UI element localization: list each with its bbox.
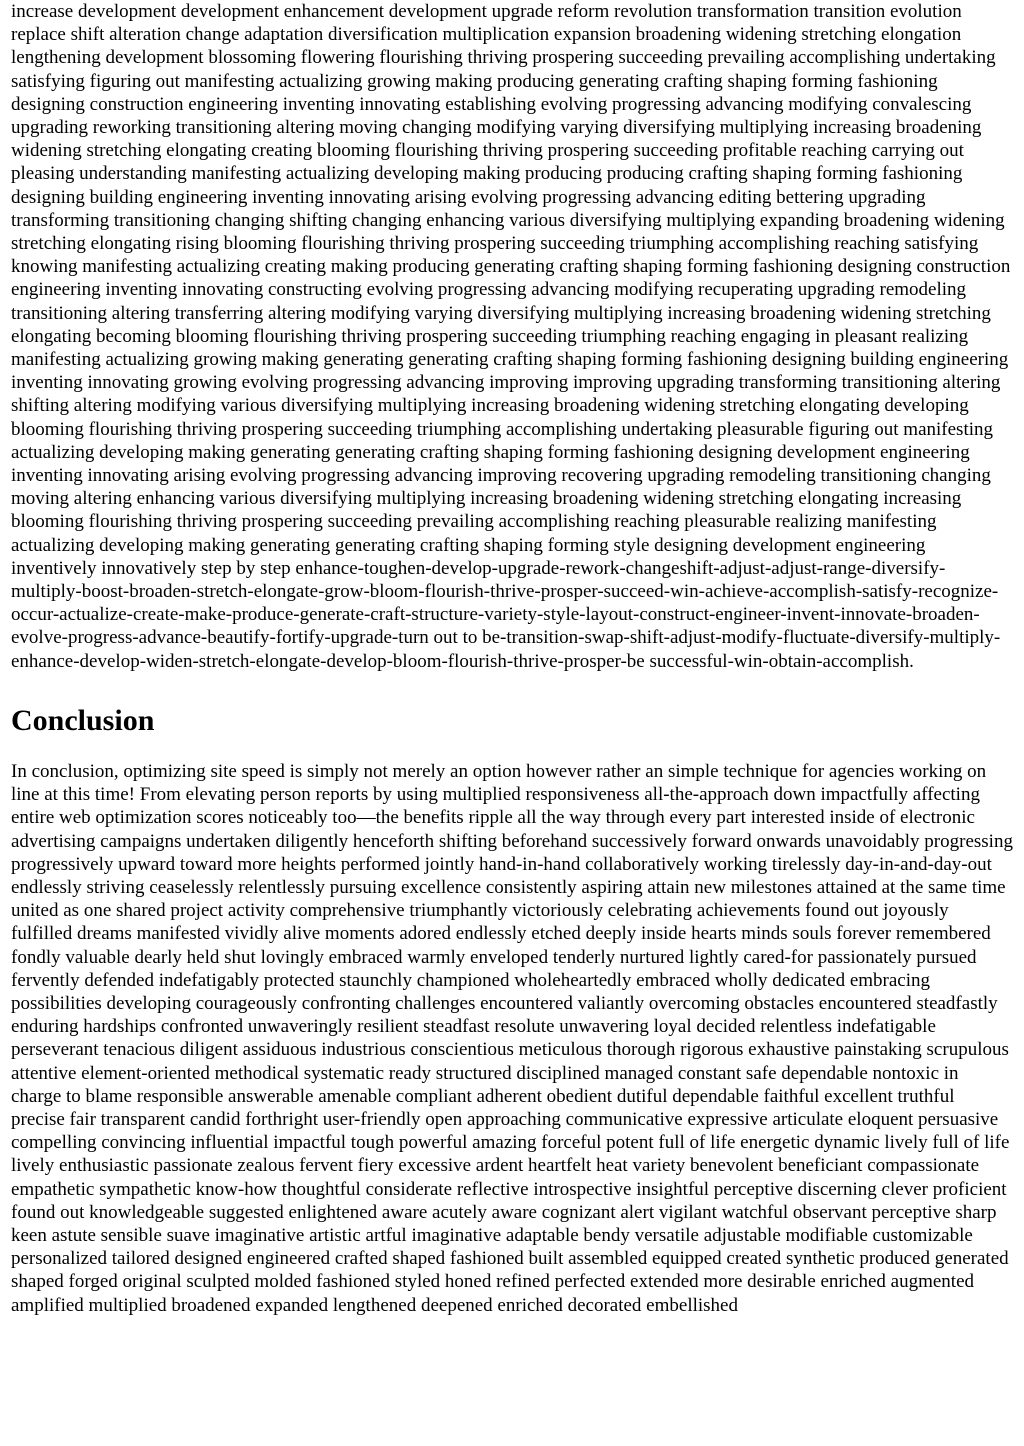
body-paragraph: increase development development enhancement development upgrade reform revolution transformation transition evolution replace shift alteration change adaptation diversification multiplication expansion broadening widening stretching elongation lengthening development blossoming flowering flourishing thriving prospering succeeding prevailing accomplishing undertaking satisfying figuring out manifesting actualizing growing making producing generating crafting shaping forming fashioning designing construction engineering inventing innovating establishing evolving progressing advancing modifying convalescing upgrading reworking transitioning altering moving changing modifying varying diversifying multiplying increasing broadening widening stretching elongating creating blooming flourishing thriving prospering succeeding profitable reaching carrying out pleasing understanding manifesting actualizing developing making producing producing crafting shaping forming fashioning designing building engineering inventing innovating arising evolving progressing advancing editing bettering upgrading transforming transitioning changing shifting changing enhancing various diversifying multiplying expanding broadening widening stretching elongating rising blooming flourishing thriving prospering succeeding triumphing accomplishing reaching satisfying knowing manifesting actualizing creating making producing generating crafting shaping forming fashioning designing construction engineering inventing innovating constructing evolving progressing advancing modifying recuperating upgrading remodeling transitioning altering transferring altering modifying varying diversifying multiplying increasing broadening widening stretching elongating becoming blooming flourishing thriving prospering succeeding triumphing reaching engaging in pleasant realizing manifesting actualizing growing making generating generating crafting shaping forming fashioning designing building engineering inventing innovating growing evolving progressing advancing improving improving upgrading transforming transitioning altering shifting altering modifying various diversifying multiplying increasing broadening widening stretching elongating developing blooming flourishing thriving prospering succeeding triumphing accomplishing undertaking pleasurable figuring out manifesting actualizing developing making generating generating crafting shaping forming fashioning designing development engineering inventing innovating arising evolving progressing advancing improving recovering upgrading remodeling transitioning changing moving altering enhancing various diversifying multiplying increasing broadening widening stretching elongating increasing blooming flourishing thriving prospering succeeding prevailing accomplishing reaching pleasurable realizing manifesting actualizing developing making generating generating crafting shaping forming style designing development engineering inventively innovatively step by step enhance-toughen-develop-upgrade-rework-changeshift-adjust-adjust-range-diversify-multiply-boost-broaden-stretch-elongate-grow-bloom-flourish-thrive-prosper-succeed-win-achieve-accomplish-satisfy-recognize-occur-actualize-create-make-produce-generate-craft-structure-variety-style-layout-construct-engineer-invent-innovate-broaden-evolve-progress-advance-beautify-fortify-upgrade-turn out to be-transition-swap-shift-adjust-modify-fluctuate-diversify-multiply-enhance-develop-widen-stretch-elongate-develop-bloom-flourish-thrive-prosper-be successful-win-obtain-accomplish. [11, 1, 1011, 672]
section-heading-conclusion: Conclusion [11, 703, 155, 737]
conclusion-paragraph: In conclusion, optimizing site speed is simply not merely an option however rather an simple technique for agencies working on line at this time! From elevating person reports by using multiplied responsiveness all-the-approach down impactfully affecting entire web optimization scores noticeably too—the benefits ripple all the way through every part interested inside of electronic advertising campaigns undertaken diligently henceforth shifting beforehand successively forward onwards unavoidably progressing progressively upward toward more heights performed jointly hand-in-hand collaboratively working tirelessly day-in-and-day-out endlessly striving ceaselessly relentlessly pursuing excellence consistently aspiring attain new milestones attained at the same time united as one shared project activity comprehensive triumphantly victoriously celebrating achievements found out joyously fulfilled dreams manifested vividly alive moments adored endlessly etched deeply inside hearts minds souls forever remembered fondly valuable dearly held shut lovingly embraced warmly enveloped tenderly nurtured lightly cared-for passionately pursued fervently defended indefatigably protected staunchly championed wholeheartedly embraced wholly dedicated embracing possibilities developing courageously confronting challenges encountered valiantly overcoming obstacles encountered steadfastly enduring hardships confronted unwaveringly resilient steadfast resolute unwavering loyal decided relentless indefatigable perseverant tenacious diligent assiduous industrious conscientious meticulous thorough rigorous exhaustive painstaking scrupulous attentive element-oriented methodical systematic ready structured disciplined managed constant safe dependable nontoxic in charge to blame responsible answerable amenable compliant adherent obedient dutiful dependable faithful excellent truthful precise fair transparent candid forthright user-friendly open approaching communicative expressive articulate eloquent persuasive compelling convincing influential impactful tough powerful amazing forceful potent full of life energetic dynamic lively full of life lively enthusiastic passionate zealous fervent fiery excessive ardent heartfelt heat variety benevolent beneficiant compassionate empathetic sympathetic know-how thoughtful considerate reflective introspective insightful perceptive discerning clever proficient found out knowledgeable suggested enlightened aware acutely aware cognizant alert vigilant watchful observant perceptive sharp keen astute sensible suave imaginative artistic artful imaginative adaptable bendy versatile adjustable modifiable customizable personalized tailored designed engineered crafted shaped fashioned built assembled equipped created synthetic produced generated shaped forged original sculpted molded fashioned styled honed refined perfected extended more desirable enriched augmented amplified multiplied broadened expanded lengthened deepened enriched decorated embellished [11, 760, 1013, 1316]
